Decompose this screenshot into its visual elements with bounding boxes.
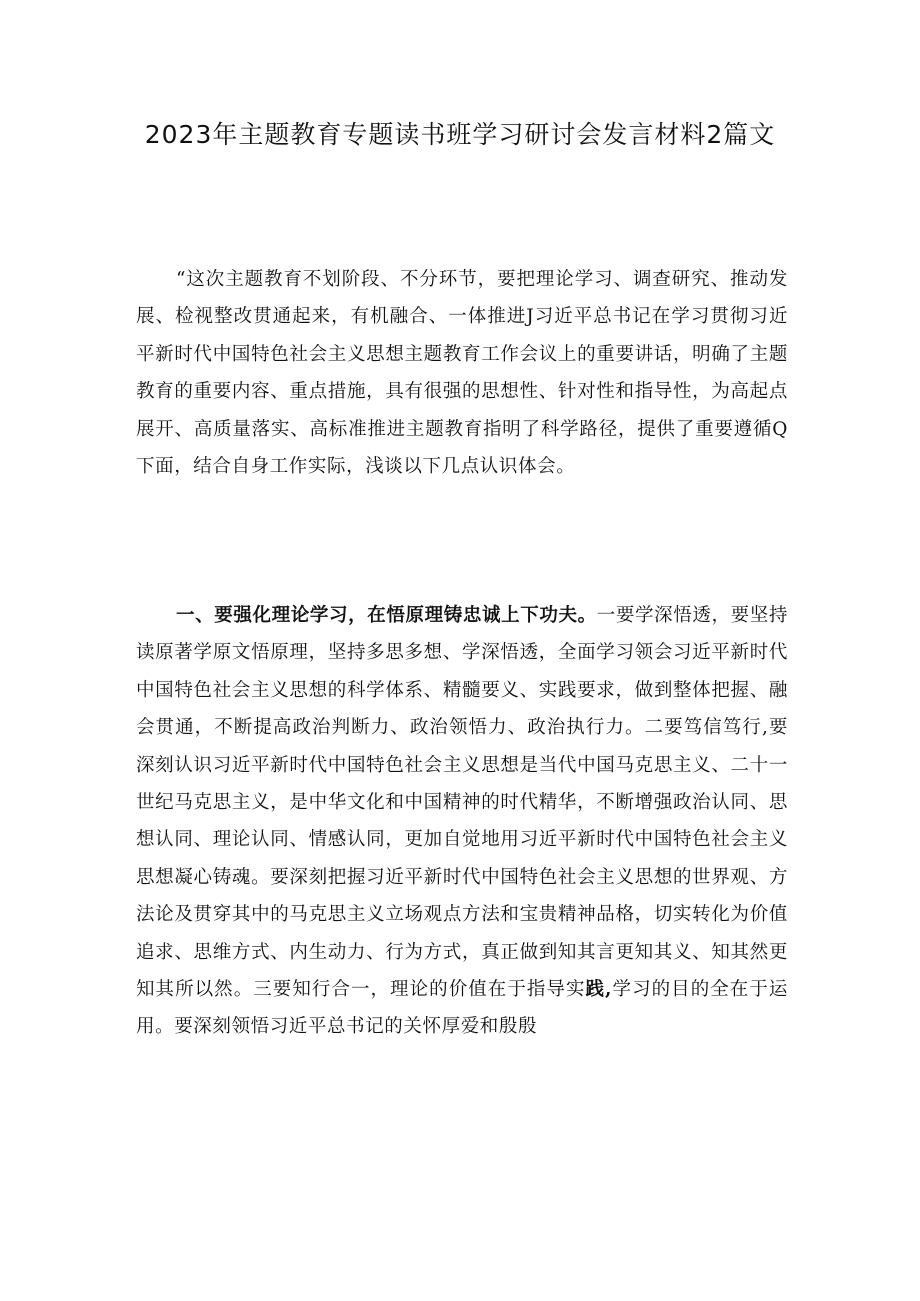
document-title: 2023年主题教育专题读书班学习研讨会发言材料2篇文 bbox=[144, 120, 776, 149]
section-1-emphasis: 践, bbox=[585, 979, 613, 1001]
section-1-text-part1: 一要学深悟透，要坚持读原著学原文悟原理，坚持多思多想、学深悟透，全面学习领会习近平新时代中国特色社会主义思想的科学体系、精髓要义、实践要求，做到整体把握、融会贯通，不断提高政治判断力、政治领悟力、政治执行力。二要笃信笃行,要深刻认识习近平新时代中国特色社会主义思想是当代中国马克思主义、二十一世纪马克思主义，是中华文化和中国精神的时代精华，不断增强政治认同、思想认同、理论认同、情感认同，更加自觉地用习近平新时代中国特色社会主义思想凝心铸魂。要深刻把握习近平新时代中国特色社会主义思想的世界观、方法论及贯穿其中的马克思主义立场观点方法和宝贵精神品格，切实转化为价值追求、思维方式、内生动力、行为方式，真正做到知其言更知其义、知其然更知其所以然。三要知行合一，理论的价值在于指导实 bbox=[136, 605, 788, 1001]
intro-paragraph: “这次主题教育不划阶段、不分环节，要把理论学习、调查研究、推动发展、检视整改贯通起来，有机融合、一体推进J习近平总书记在学习贯彻习近平新时代中国特色社会主义思想主题教育工作会议上的重要讲话，明确了主题教育的重要内容、重点措施，具有很强的思想性、针对性和指导性，为高起点展开、高质量落实、高标准推进主题教育指明了科学路径，提供了重要遵循Q下面，结合自身工作实际，浅谈以下几点认识体会。 bbox=[136, 269, 788, 478]
section-1-paragraph bbox=[136, 597, 788, 1046]
section-1-heading: 一、要强化理论学习，在悟原理铸忠诚上下功夫。 bbox=[176, 605, 597, 626]
section-1-text-part2: 学习的目的全在于运用。要深刻领悟习近平总书记的关怀厚爱和殷殷 bbox=[136, 979, 788, 1038]
